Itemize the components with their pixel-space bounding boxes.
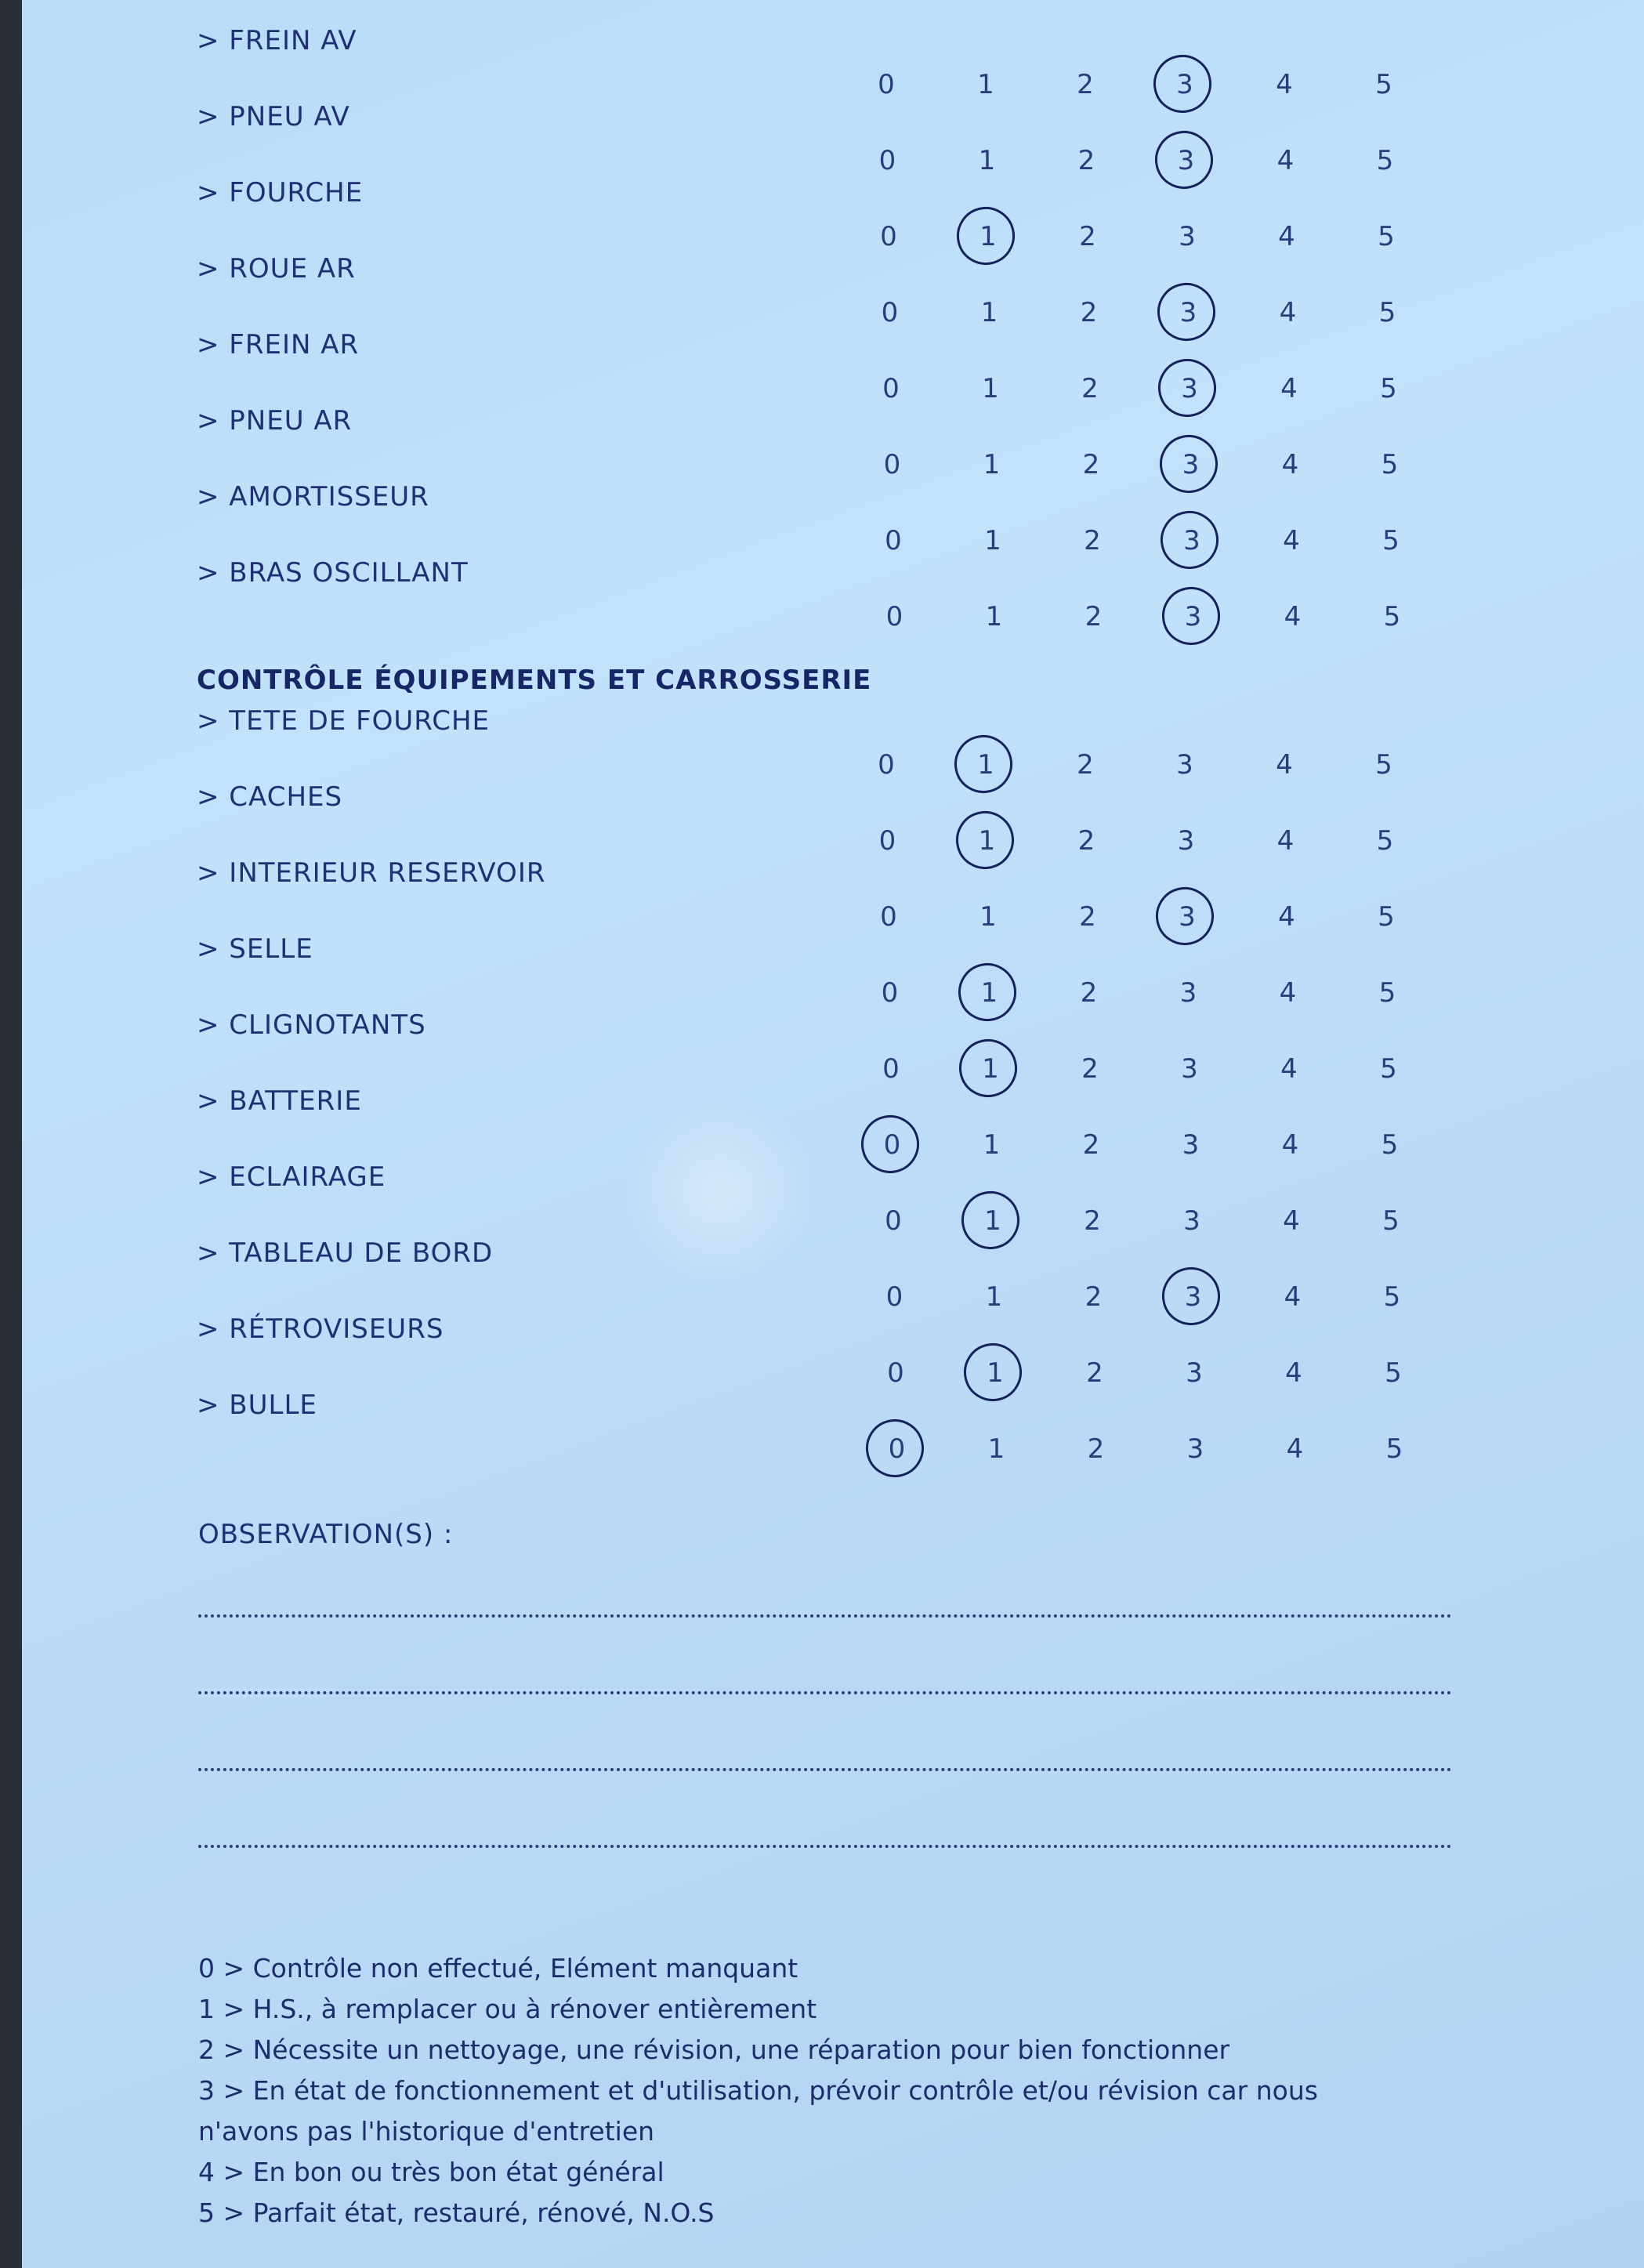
score-option[interactable]: 0 bbox=[880, 221, 897, 252]
score-option[interactable]: 3 bbox=[1182, 1129, 1200, 1161]
score-option[interactable]: 5 bbox=[1376, 145, 1394, 176]
score-option[interactable]: 2 bbox=[1077, 825, 1095, 857]
score-option[interactable]: 0 bbox=[881, 977, 899, 1009]
score-option[interactable]: 0 bbox=[878, 825, 896, 857]
observation-line-2[interactable] bbox=[198, 1691, 1452, 1694]
score-option[interactable]: 2 bbox=[1082, 449, 1100, 480]
score-option[interactable]: 1 bbox=[972, 1357, 1019, 1389]
rating-row bbox=[22, 1313, 1644, 1389]
rating-row bbox=[22, 1389, 1644, 1465]
score-option[interactable]: 5 bbox=[1378, 901, 1395, 933]
score-option[interactable]: 4 bbox=[1285, 1357, 1302, 1389]
score-option[interactable]: 3 bbox=[1170, 1281, 1217, 1313]
legend-line: 2 > Nécessite un nettoyage, une révision, une réparation pour bien fonctionner bbox=[198, 2034, 1230, 2065]
score-option[interactable]: 1 bbox=[987, 1433, 1005, 1465]
row-label: > SELLE bbox=[197, 933, 313, 965]
row-label: > FREIN AV bbox=[197, 25, 357, 56]
section-title: CONTRÔLE ÉQUIPEMENTS ET CARROSSERIE bbox=[197, 665, 872, 696]
score-option[interactable]: 3 bbox=[1186, 1433, 1204, 1465]
row-label: > PNEU AR bbox=[197, 405, 353, 437]
score-option[interactable]: 2 bbox=[1077, 145, 1095, 176]
rating-row bbox=[22, 857, 1644, 933]
score-option[interactable]: 4 bbox=[1276, 145, 1295, 176]
row-label: > RÉTROVISEURS bbox=[197, 1313, 444, 1345]
rating-row bbox=[22, 1009, 1644, 1085]
score-option[interactable]: 3 bbox=[1170, 601, 1217, 632]
score-option[interactable]: 3 bbox=[1164, 901, 1211, 933]
row-label: > FOURCHE bbox=[197, 177, 364, 208]
score-option[interactable]: 5 bbox=[1381, 449, 1399, 480]
legend bbox=[198, 1948, 1483, 2234]
score-option[interactable]: 4 bbox=[1283, 525, 1300, 556]
score-option[interactable]: 5 bbox=[1378, 297, 1396, 328]
observation-line-4[interactable] bbox=[198, 1845, 1452, 1848]
score-option[interactable]: 3 bbox=[1166, 373, 1213, 404]
score-option[interactable]: 4 bbox=[1280, 1053, 1298, 1085]
selected-circle-mark bbox=[860, 1414, 929, 1483]
score-option[interactable]: 3 bbox=[1186, 1357, 1203, 1389]
score-option[interactable]: 0 bbox=[880, 901, 897, 933]
score-option[interactable]: 3 bbox=[1168, 449, 1215, 480]
score-option[interactable]: 1 bbox=[983, 1129, 1001, 1161]
score-option[interactable]: 2 bbox=[1085, 1281, 1103, 1313]
legend-line: 5 > Parfait état, restauré, rénové, N.O.S bbox=[198, 2197, 715, 2228]
rating-row bbox=[22, 253, 1644, 328]
score-option[interactable]: 3 bbox=[1165, 297, 1212, 328]
rating-row bbox=[22, 1085, 1644, 1161]
score-option[interactable]: 1 bbox=[969, 1205, 1016, 1237]
score-option[interactable]: 2 bbox=[1086, 1357, 1103, 1389]
score-option[interactable]: 0 bbox=[881, 297, 899, 328]
score-option[interactable]: 2 bbox=[1079, 221, 1096, 252]
rating-row bbox=[22, 1237, 1644, 1313]
score-option[interactable]: 2 bbox=[1081, 373, 1099, 404]
rating-row bbox=[22, 101, 1644, 176]
score-option[interactable]: 0 bbox=[882, 373, 900, 404]
rating-row bbox=[22, 1161, 1644, 1237]
observation-line-3[interactable] bbox=[198, 1768, 1452, 1771]
score-option[interactable]: 4 bbox=[1280, 373, 1298, 404]
rating-row bbox=[22, 557, 1644, 632]
rating-row bbox=[22, 177, 1644, 252]
score-option[interactable]: 1 bbox=[983, 449, 1001, 480]
score-option[interactable]: 1 bbox=[967, 1053, 1014, 1085]
score-option[interactable]: 1 bbox=[982, 373, 999, 404]
score-option[interactable]: 0 bbox=[885, 1281, 903, 1313]
score-option[interactable]: 0 bbox=[869, 1129, 916, 1161]
score-option[interactable]: 5 bbox=[1375, 69, 1392, 100]
row-label: > BRAS OSCILLANT bbox=[197, 557, 469, 589]
score-option[interactable]: 2 bbox=[1084, 1205, 1101, 1237]
rating-row bbox=[22, 25, 1644, 100]
score-option[interactable]: 1 bbox=[978, 145, 996, 176]
row-label: > TETE DE FOURCHE bbox=[197, 705, 490, 737]
score-option[interactable]: 3 bbox=[1161, 69, 1208, 100]
row-label: > FREIN AR bbox=[197, 329, 360, 360]
score-option[interactable]: 4 bbox=[1281, 449, 1299, 480]
score-option[interactable]: 3 bbox=[1168, 525, 1215, 556]
score-option[interactable]: 5 bbox=[1383, 1281, 1401, 1313]
score-option[interactable]: 4 bbox=[1286, 1433, 1304, 1465]
row-label: > CACHES bbox=[197, 781, 343, 813]
score-option[interactable]: 0 bbox=[887, 1357, 904, 1389]
score-option[interactable]: 5 bbox=[1380, 1053, 1397, 1085]
row-label: > INTERIEUR RESERVOIR bbox=[197, 857, 546, 889]
score-option[interactable]: 1 bbox=[980, 901, 997, 933]
row-label: > AMORTISSEUR bbox=[197, 481, 429, 513]
rating-row bbox=[22, 405, 1644, 480]
score-option[interactable]: 5 bbox=[1378, 977, 1396, 1009]
score-option[interactable]: 2 bbox=[1082, 1129, 1100, 1161]
score-option[interactable]: 4 bbox=[1279, 297, 1297, 328]
rating-row bbox=[22, 705, 1644, 781]
legend-line: 4 > En bon ou très bon état général bbox=[198, 2157, 664, 2187]
row-label: > BATTERIE bbox=[197, 1085, 362, 1117]
score-option[interactable]: 4 bbox=[1278, 221, 1295, 252]
score-option[interactable]: 3 bbox=[1177, 825, 1195, 857]
rating-row bbox=[22, 329, 1644, 404]
selected-circle-mark bbox=[1157, 581, 1226, 650]
legend-line: 3 > En état de fonctionnement et d'utilisation, prévoir contrôle et/ou révision car nous bbox=[198, 2075, 1318, 2106]
score-option[interactable]: 4 bbox=[1283, 1205, 1300, 1237]
score-option[interactable]: 3 bbox=[1163, 145, 1210, 176]
score-option[interactable]: 3 bbox=[1176, 749, 1193, 781]
score-option[interactable]: 1 bbox=[985, 601, 1003, 632]
score-option[interactable]: 1 bbox=[966, 977, 1013, 1009]
score-option[interactable]: 5 bbox=[1382, 1205, 1400, 1237]
score-option[interactable]: 1 bbox=[964, 825, 1011, 857]
score-option[interactable]: 5 bbox=[1383, 601, 1401, 632]
score-option[interactable]: 4 bbox=[1284, 601, 1302, 632]
score-option[interactable]: 2 bbox=[1080, 977, 1098, 1009]
score-option[interactable]: 0 bbox=[883, 449, 901, 480]
score-option[interactable]: 0 bbox=[878, 749, 895, 781]
legend-line: 1 > H.S., à remplacer ou à rénover entièrement bbox=[198, 1994, 817, 2024]
score-option[interactable]: 1 bbox=[962, 749, 1009, 781]
score-option[interactable]: 4 bbox=[1276, 69, 1293, 100]
rating-row bbox=[22, 781, 1644, 857]
score-option[interactable]: 0 bbox=[885, 1205, 902, 1237]
rating-row bbox=[22, 481, 1644, 556]
score-option[interactable]: 5 bbox=[1378, 221, 1395, 252]
row-label: > ECLAIRAGE bbox=[197, 1161, 386, 1193]
observation-line-1[interactable] bbox=[198, 1614, 1452, 1618]
row-label: > ROUE AR bbox=[197, 253, 356, 284]
score-option[interactable]: 1 bbox=[977, 69, 994, 100]
score-option[interactable]: 2 bbox=[1084, 525, 1101, 556]
score-option[interactable]: 2 bbox=[1085, 601, 1103, 632]
score-option[interactable]: 0 bbox=[874, 1433, 921, 1465]
legend-line: 0 > Contrôle non effectué, Elément manquant bbox=[198, 1953, 798, 1984]
row-label: > TABLEAU DE BORD bbox=[197, 1237, 494, 1269]
score-option[interactable]: 0 bbox=[882, 1053, 900, 1085]
score-option[interactable]: 0 bbox=[885, 525, 902, 556]
score-option[interactable]: 4 bbox=[1278, 901, 1295, 933]
legend-line: n'avons pas l'historique d'entretien bbox=[198, 2116, 655, 2147]
score-option[interactable]: 1 bbox=[980, 297, 998, 328]
score-option[interactable]: 5 bbox=[1381, 1129, 1399, 1161]
score-option[interactable]: 3 bbox=[1183, 1205, 1200, 1237]
observations-label: OBSERVATION(S) : bbox=[198, 1519, 454, 1550]
score-option[interactable]: 2 bbox=[1081, 1053, 1099, 1085]
score-option[interactable]: 5 bbox=[1385, 1433, 1403, 1465]
score-option[interactable]: 3 bbox=[1179, 977, 1197, 1009]
score-option[interactable]: 0 bbox=[885, 601, 903, 632]
score-option[interactable]: 3 bbox=[1181, 1053, 1198, 1085]
row-label: > BULLE bbox=[197, 1389, 317, 1421]
score-option[interactable]: 2 bbox=[1079, 901, 1096, 933]
score-option[interactable]: 4 bbox=[1279, 977, 1297, 1009]
score-option[interactable]: 1 bbox=[984, 525, 1001, 556]
score-option[interactable]: 1 bbox=[985, 1281, 1003, 1313]
score-option[interactable]: 5 bbox=[1376, 825, 1394, 857]
score-option[interactable]: 2 bbox=[1077, 69, 1094, 100]
score-option[interactable]: 5 bbox=[1380, 373, 1397, 404]
score-option[interactable]: 5 bbox=[1385, 1357, 1402, 1389]
score-option[interactable]: 2 bbox=[1077, 749, 1094, 781]
score-option[interactable]: 4 bbox=[1276, 749, 1293, 781]
row-label: > CLIGNOTANTS bbox=[197, 1009, 426, 1041]
inspection-sheet bbox=[22, 0, 1644, 2268]
rating-row bbox=[22, 933, 1644, 1009]
row-label: > PNEU AV bbox=[197, 101, 350, 132]
score-option[interactable]: 0 bbox=[878, 69, 895, 100]
score-option[interactable]: 5 bbox=[1375, 749, 1392, 781]
score-option[interactable]: 2 bbox=[1087, 1433, 1105, 1465]
score-option[interactable]: 4 bbox=[1276, 825, 1295, 857]
score-option[interactable]: 5 bbox=[1382, 525, 1400, 556]
score-option[interactable]: 1 bbox=[965, 221, 1012, 252]
score-option[interactable]: 2 bbox=[1080, 297, 1098, 328]
score-option[interactable]: 4 bbox=[1284, 1281, 1302, 1313]
score-option[interactable]: 0 bbox=[878, 145, 896, 176]
score-option[interactable]: 4 bbox=[1281, 1129, 1299, 1161]
score-option[interactable]: 3 bbox=[1179, 221, 1196, 252]
